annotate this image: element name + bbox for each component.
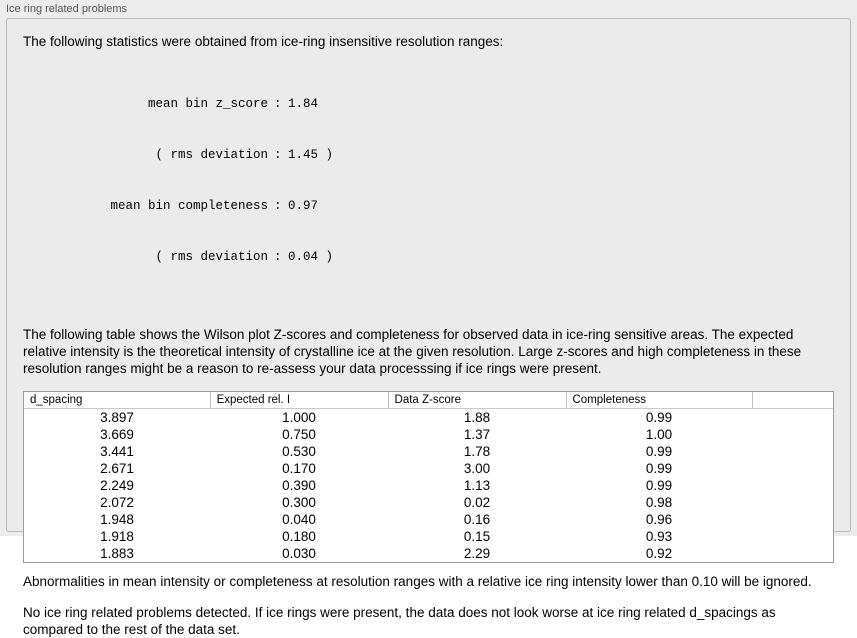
cell-completeness: 0.99 — [566, 409, 752, 427]
stats-value: 0.97 — [288, 199, 319, 213]
cell-d-spacing: 1.918 — [24, 528, 210, 545]
statistics-block — [53, 62, 834, 300]
cell-data-z-score: 0.02 — [388, 494, 566, 511]
cell-data-z-score: 1.78 — [388, 443, 566, 460]
cell-d-spacing: 3.669 — [24, 426, 210, 443]
stats-row — [53, 147, 834, 164]
cell-data-z-score: 0.16 — [388, 511, 566, 528]
stats-label: ( rms deviation — [155, 250, 268, 264]
table-row — [24, 528, 833, 545]
cell-data-z-score: 1.37 — [388, 426, 566, 443]
cell-expected-rel-i: 0.040 — [210, 511, 388, 528]
stats-row — [53, 198, 834, 215]
cell-extra — [752, 426, 833, 443]
cell-expected-rel-i: 0.030 — [210, 545, 388, 562]
stats-label: ( rms deviation — [155, 148, 268, 162]
stats-label: mean bin completeness — [110, 199, 268, 213]
table-row — [24, 477, 833, 494]
stats-separator: : — [274, 250, 282, 264]
cell-data-z-score: 0.15 — [388, 528, 566, 545]
column-header-data-z-score[interactable]: Data Z-score — [388, 392, 566, 409]
cell-d-spacing: 1.883 — [24, 545, 210, 562]
stats-value: 1.45 ) — [288, 148, 334, 162]
cell-d-spacing: 3.441 — [24, 443, 210, 460]
cell-extra — [752, 545, 833, 562]
table-body — [24, 409, 833, 563]
conclusion-note: No ice ring related problems detected. If ice rings were present, the data does not look worse at ice ring related d_spacings as compared to the rest of the data set. — [23, 604, 776, 637]
cell-data-z-score: 1.88 — [388, 409, 566, 427]
cell-expected-rel-i: 1.000 — [210, 409, 388, 427]
content-panel — [6, 18, 851, 637]
column-header-completeness[interactable]: Completeness — [566, 392, 752, 409]
titlebar — [0, 0, 857, 18]
window-title: Ice ring related problems — [6, 3, 128, 15]
cell-data-z-score: 2.29 — [388, 545, 566, 562]
stats-row — [53, 96, 834, 113]
cell-d-spacing: 3.897 — [24, 409, 210, 427]
cell-extra — [752, 528, 833, 545]
column-header-d-spacing[interactable]: d_spacing — [24, 392, 210, 409]
cell-extra — [752, 443, 833, 460]
cell-expected-rel-i: 0.390 — [210, 477, 388, 494]
cell-completeness: 0.98 — [566, 494, 752, 511]
table-header-row — [24, 392, 833, 409]
stats-value: 1.84 — [288, 97, 319, 111]
cell-data-z-score: 3.00 — [388, 460, 566, 477]
cell-completeness: 0.99 — [566, 443, 752, 460]
cell-expected-rel-i: 0.180 — [210, 528, 388, 545]
column-header-extra[interactable] — [752, 392, 833, 409]
cell-completeness: 0.99 — [566, 477, 752, 494]
cell-data-z-score: 1.13 — [388, 477, 566, 494]
ignore-note: Abnormalities in mean intensity or completeness at resolution ranges with a relative ice ring intensity lower than 0.10 will be ignored. — [23, 574, 812, 589]
cell-extra — [752, 494, 833, 511]
column-header-expected-rel-i[interactable]: Expected rel. I — [210, 392, 388, 409]
intro-text: The following statistics were obtained from ice-ring insensitive resolution ranges: — [23, 34, 504, 49]
cell-completeness: 0.99 — [566, 460, 752, 477]
cell-completeness: 1.00 — [566, 426, 752, 443]
table-row — [24, 443, 833, 460]
cell-completeness: 0.92 — [566, 545, 752, 562]
cell-expected-rel-i: 0.750 — [210, 426, 388, 443]
cell-expected-rel-i: 0.170 — [210, 460, 388, 477]
cell-extra — [752, 409, 833, 427]
table-description: The following table shows the Wilson plot Z-scores and completeness for observed data in ice-ring sensitive areas. The expected relative intensity is the theoretical intensity of crystalline ice at the given resolution. Large z-scores and high completeness in these resolution ranges might be a reason to re-assess your data processsing if ice rings were present. — [23, 327, 802, 376]
cell-d-spacing: 1.948 — [24, 511, 210, 528]
table-row — [24, 545, 833, 562]
stats-separator: : — [274, 148, 282, 162]
cell-extra — [752, 511, 833, 528]
table-row — [24, 426, 833, 443]
ice-ring-table — [23, 391, 834, 563]
stats-label: mean bin z_score — [147, 97, 268, 111]
cell-d-spacing: 2.671 — [24, 460, 210, 477]
table-row — [24, 460, 833, 477]
cell-d-spacing: 2.072 — [24, 494, 210, 511]
table-row — [24, 494, 833, 511]
table-row — [24, 409, 833, 427]
stats-value: 0.04 ) — [288, 250, 334, 264]
cell-expected-rel-i: 0.300 — [210, 494, 388, 511]
cell-extra — [752, 477, 833, 494]
cell-completeness: 0.96 — [566, 511, 752, 528]
cell-d-spacing: 2.249 — [24, 477, 210, 494]
cell-expected-rel-i: 0.530 — [210, 443, 388, 460]
stats-separator: : — [274, 97, 282, 111]
stats-separator: : — [274, 199, 282, 213]
cell-extra — [752, 460, 833, 477]
cell-completeness: 0.93 — [566, 528, 752, 545]
stats-row — [53, 249, 834, 266]
table-row — [24, 511, 833, 528]
